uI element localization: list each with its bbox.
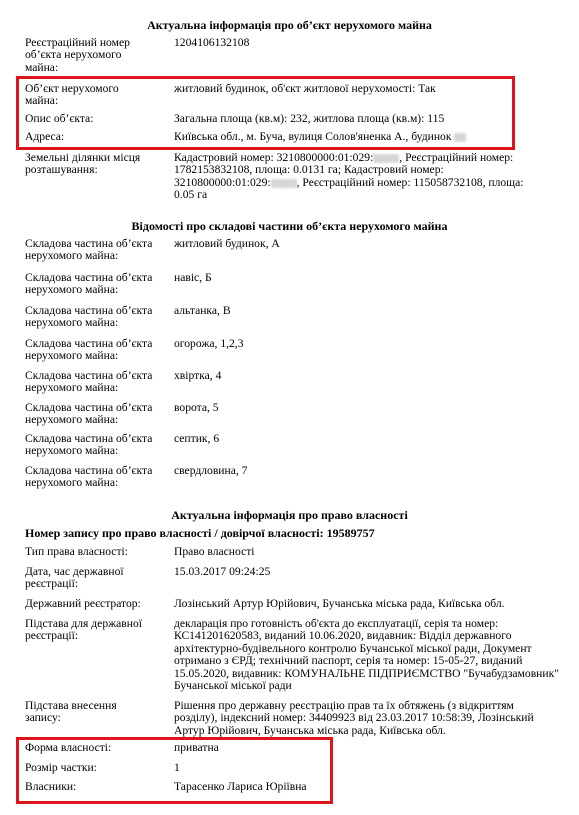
ownership-record-title: Номер запису про право власності / довірчої власності: 19589757 [25, 526, 375, 540]
object-section-title: Актуальна інформація про об’єкт нерухомого майна [147, 18, 432, 32]
part-label: Складова частина об’єкта нерухомого майна: [25, 271, 153, 297]
part-value: житловий будинок, А [174, 237, 280, 250]
row-value: Право власності [174, 545, 255, 558]
parts-section-title: Відомості про складові частини об’єкта нерухомого майна [131, 219, 448, 233]
redacted-block [373, 154, 399, 163]
row-value: декларація про готовність об'єкта до експлуатації, серія та номер: КС141201620583, виданий 10.06.2020, видавник: Відділ державного архітектурно-будівельного контролю Бучанської міської ради, Документ отримано з ЄРД; технічний паспорт, серія та номер: 15-05-27, виданий 15.05.2020, видавник: КОМУНАЛЬНЕ ПІДПРИЄМСТВО "Бучабудзамовник" Бучанської міської ради [174, 617, 559, 693]
row-label: Адреса: [25, 130, 65, 143]
row-label: Дата, час державної реєстрації: [25, 565, 124, 591]
row-label: Власники: [25, 780, 77, 793]
land-plots-line: Кадастровий номер: 3210800000:01:029: , Реєстраційний номер: [174, 151, 514, 164]
highlight-box-object [16, 76, 515, 150]
row-label: Розмір частки: [25, 761, 97, 774]
row-value: житловий будинок, об'єкт житлової нерухомості: Так [174, 82, 436, 95]
redacted-block [271, 179, 297, 188]
row-value: Рішення про державну реєстрацію прав та їх обтяжень (з відкриттям розділу), індексний номер: 34409923 від 23.03.2017 10:58:39, Лозінський Артур Юрійович, Бучанська міська рада, Київська обл. [174, 699, 534, 737]
part-label: Складова частина об’єкта нерухомого майна: [25, 369, 153, 395]
land-plots-line: 1782153832108, площа: 0.0131 га; Кадастровий номер: [174, 163, 444, 177]
part-value: навіс, Б [174, 271, 212, 284]
part-label: Складова частина об’єкта нерухомого майна: [25, 432, 153, 458]
row-label: Тип права власності: [25, 545, 128, 558]
row-label: Земельні ділянки місця розташування: [25, 151, 141, 177]
row-value: Загальна площа (кв.м): 232, житлова площа (кв.м): 115 [174, 112, 445, 125]
row-value: 1 [174, 761, 180, 774]
part-label: Складова частина об’єкта нерухомого майна: [25, 304, 153, 330]
row-label: Опис об’єкта: [25, 112, 94, 125]
row-label: Державний реєстратор: [25, 597, 141, 610]
row-label: Підстава внесення запису: [25, 699, 117, 725]
land-plots-line: 3210800000:01:029: , Реєстраційний номер: 115058732108, площа: [174, 175, 524, 189]
part-label: Складова частина об’єкта нерухомого майна: [25, 401, 153, 427]
ownership-section-title: Актуальна інформація про право власності [171, 508, 408, 522]
part-value: огорожа, 1,2,3 [174, 337, 244, 350]
highlight-box-ownership [16, 737, 333, 804]
row-label: Підстава для державної реєстрації: [25, 617, 142, 643]
part-value: ворота, 5 [174, 401, 219, 414]
row-label: Реєстраційний номер об’єкта нерухомого майна: [25, 36, 130, 74]
part-label: Складова частина об’єкта нерухомого майна: [25, 464, 153, 490]
part-value: хвіртка, 4 [174, 369, 222, 382]
row-value: Лозінський Артур Юрійович, Бучанська міська рада, Київська обл. [174, 597, 505, 610]
part-value: септик, 6 [174, 432, 220, 445]
row-label: Форма власності: [25, 741, 112, 754]
part-label: Складова частина об’єкта нерухомого майна: [25, 237, 153, 263]
row-label: Об’єкт нерухомого майна: [25, 82, 119, 108]
row-value: 15.03.2017 09:24:25 [174, 565, 271, 578]
part-label: Складова частина об’єкта нерухомого майна: [25, 337, 153, 363]
land-plots-line: 0.05 га [174, 188, 208, 202]
row-value: 1204106132108 [174, 36, 250, 49]
row-value: приватна [174, 741, 219, 754]
address-text: Київська обл., м. Буча, вулиця Солов'яненка А., будинок [174, 130, 452, 143]
row-value [174, 152, 557, 202]
part-value: свердловина, 7 [174, 464, 248, 477]
row-value: Тарасенко Лариса Юріївна [174, 780, 307, 793]
part-value: альтанка, В [174, 304, 231, 317]
